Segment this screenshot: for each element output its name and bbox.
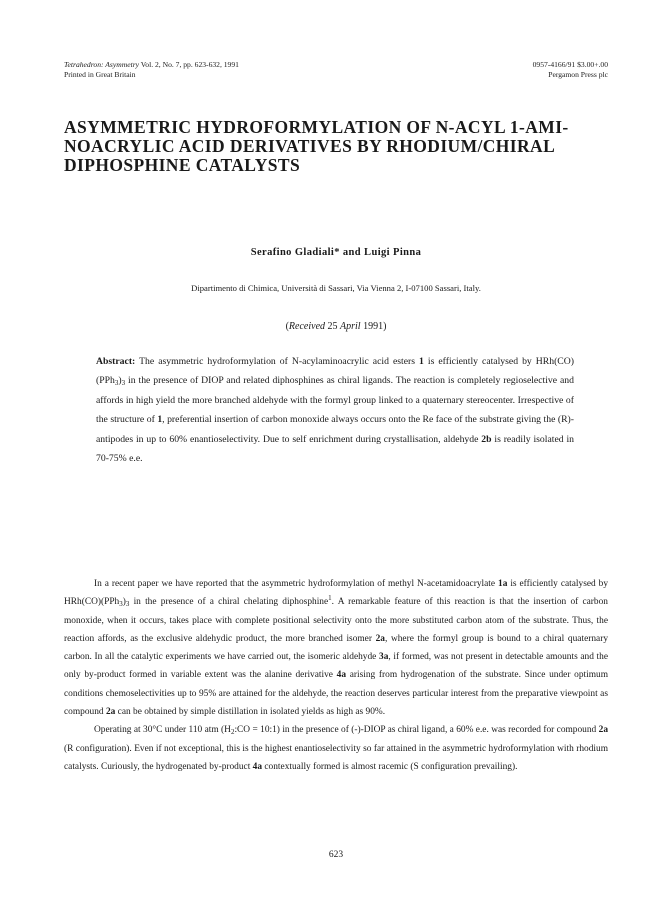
issn-price: 0957-4166/91 $3.00+.00 xyxy=(532,60,608,69)
running-header-left xyxy=(64,60,239,80)
publisher: Pergamon Press plc xyxy=(548,70,608,79)
printed-in: Printed in Great Britain xyxy=(64,70,136,79)
body-text xyxy=(64,575,608,776)
journal-name: Tetrahedron: Asymmetry xyxy=(64,60,140,69)
affiliation: Dipartimento di Chimica, Università di Sassari, Via Vienna 2, I-07100 Sassari, Italy. xyxy=(191,283,481,293)
page-number: 623 xyxy=(328,850,344,860)
journal-citation xyxy=(64,60,239,70)
authors: Serafino Gladiali* and Luigi Pinna xyxy=(250,247,422,258)
paragraph-2: Operating at 30°C under 110 atm ($H_2:CO$ = 10:1) in the presence of (-)-DIOP as chiral ligand, a 60% e.e. was recorded for compound 2a (R configuration). Even if not exceptional, this is the highest enantioselectivity so far attained in the asymmetric hydroformylation with rhodium catalysts. Curiously, the hydrogenated by-product 4a contextually formed is almost racemic (S configuration prevailing). xyxy=(64,725,608,772)
paragraph-1: In a recent paper we have reported that the asymmetric hydroformylation of methyl N-acetamidoacrylate 1a is efficiently catalysed by $HRh(CO)(PPh_3)_3$ in the presence of a chiral chelating diphosphine$^1$. A remarkable feature of this reaction is that the insertion of carbon monoxide, when it occurs, takes place with complete positional selectivity onto the more substituted carbon atom of the substrate. Thus, the reaction affords, as the exclusive aldehydic product, the more branched isomer 2a, where the formyl group is bound to a chiral quaternary carbon. In all the catalytic experiments we have carried out, the isomeric aldehyde 3a, if formed, was not present in detectable amounts and the only by-product formed in variable extent was the alanine derivative 4a arising from hydrogenation of the substrate. Since under optimum conditions chemoselectivities up to 95% are attained for the aldehyde, the reaction deserves particular interest from the preparative viewpoint as compound 2a can be obtained by simple distillation in isolated yields as high as 90%. xyxy=(64,579,609,718)
running-header-right xyxy=(533,60,608,80)
article-title: ASYMMETRIC HYDROFORMYLATION OF N-ACYL 1-AMI-NOACRYLIC ACID DERIVATIVES BY RHODIUM/CHIRAL DIPHOSPHINE CATALYSTS xyxy=(64,117,569,175)
abstract: Abstract: The asymmetric hydroformylation of N-acylaminoacrylic acid esters 1 is efficiently catalysed by $HRh(CO)(PPh_3)_3$ in the presence of DIOP and related diphosphines as chiral ligands. The reaction is completely regioselective and affords in high yield the more branched aldehyde with the formyl group linked to a quaternary stereocenter. Irrespective of the structure of 1, preferential insertion of carbon monoxide always occurs onto the Re face of the substrate giving the (R)-antipodes in up to 60% enantioselectivity. Due to self enrichment during crystallisation, aldehyde 2b is readily isolated in 70-75% e.e. xyxy=(96,356,575,465)
volume-info: Vol. 2, No. 7, pp. 623-632, 1991 xyxy=(139,60,239,69)
received-date: (Received 25 April 1991) xyxy=(285,321,387,332)
abstract-label: Abstract: xyxy=(96,356,136,367)
reference-marker: 1 xyxy=(328,594,332,603)
